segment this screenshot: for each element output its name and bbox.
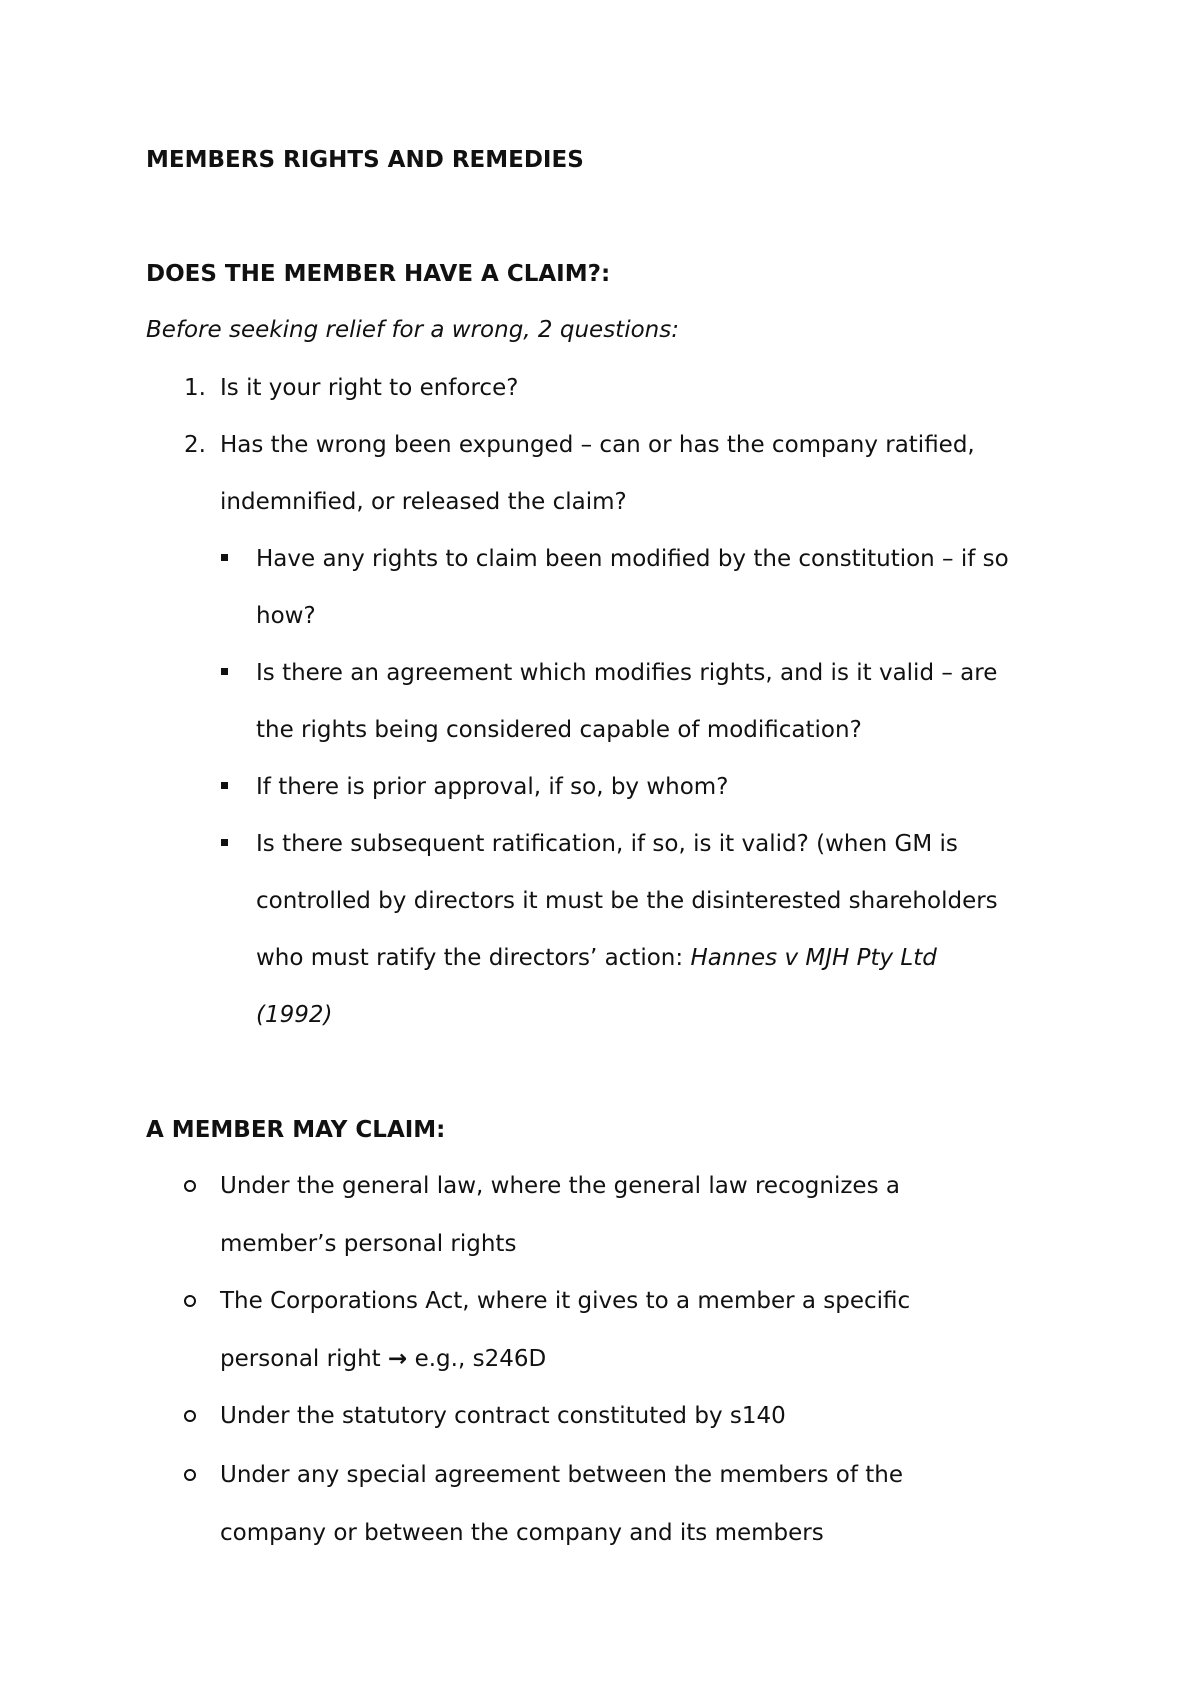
list-item-text: Under any special agreement between the members of the [220,1462,904,1488]
bullet-text [256,944,937,972]
list-item-text-part: personal right [220,1346,388,1372]
list-item-text: Under the general law, where the general law recognizes a [220,1173,900,1199]
list-item-text: The Corporations Act, where it gives to a member a specific [220,1288,911,1314]
list-item-text-part: e.g., s246D [407,1346,547,1372]
circle-bullet-icon [184,1469,196,1481]
list-item-text: Is it your right to enforce? [220,375,519,401]
square-bullet-icon [221,668,228,675]
circle-bullet-icon [184,1295,196,1307]
circle-bullet-icon [184,1180,196,1192]
bullet-text: the rights being considered capable of modification? [256,717,862,743]
list-item-text: company or between the company and its members [220,1520,824,1546]
bullet-text: Is there an agreement which modifies rights, and is it valid – are [256,660,998,686]
square-bullet-icon [221,782,228,789]
list-number: 1. [184,375,206,401]
bullet-text-plain: who must ratify the directors’ action: [256,945,691,971]
arrow-right-icon: → [388,1346,408,1372]
list-item-text: member’s personal rights [220,1231,517,1257]
list-item-text: Has the wrong been expunged – can or has the company ratified, [220,432,975,458]
document-title: MEMBERS RIGHTS AND REMEDIES [146,147,584,173]
bullet-text: Is there subsequent ratification, if so, is it valid? (when GM is [256,831,958,857]
list-number: 2. [184,432,206,458]
bullet-text: how? [256,603,316,629]
circle-bullet-icon [184,1410,196,1422]
square-bullet-icon [221,839,228,846]
section-heading-may-claim: A MEMBER MAY CLAIM: [146,1117,446,1143]
intro-text: Before seeking relief for a wrong, 2 questions: [146,317,679,343]
case-citation: Hannes v MJH Pty Ltd [690,945,937,971]
bullet-text: controlled by directors it must be the disinterested shareholders [256,888,998,914]
case-year: (1992) [256,1002,333,1028]
section-heading-claim: DOES THE MEMBER HAVE A CLAIM?: [146,261,611,287]
list-item-text: Under the statutory contract constituted by s140 [220,1403,786,1429]
list-item-text [220,1345,546,1373]
bullet-text: If there is prior approval, if so, by whom? [256,774,729,800]
square-bullet-icon [221,554,228,561]
list-item-text: indemnified, or released the claim? [220,489,627,515]
bullet-text: Have any rights to claim been modified by the constitution – if so [256,546,1009,572]
